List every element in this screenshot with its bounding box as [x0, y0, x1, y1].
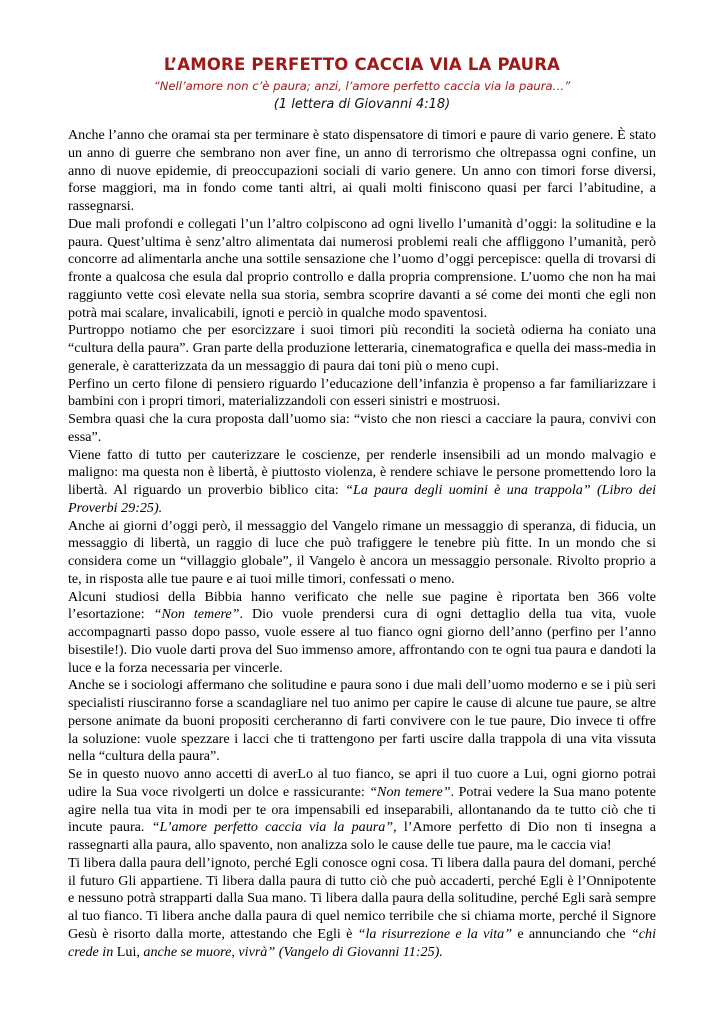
- paragraph-text: e annunciando che: [512, 925, 631, 942]
- paragraph-text: Purtroppo notiamo che per esorcizzare i suoi timori più reconditi la società odierna ha coniato una “cultura della paura”. Gran parte della produzione letteraria, cinematografica e quella dei mass-media in generale, è caratterizzata da un messaggio di paura dai toni più o meno cupi.: [68, 322, 656, 374]
- paragraph-text: Viene fatto di tutto per cauterizzare le coscienze, per renderle insensibili ad un mondo malvagio e maligno: ma questa non è libertà, è piuttosto violenza, è rendere schiave le persone promettendo loro la libertà. Al riguardo un proverbio biblico cita:: [68, 446, 656, 498]
- paragraph: [68, 855, 656, 962]
- italic-text: “Non temere”: [369, 783, 451, 800]
- paragraph-text: Ti libera dalla paura dell’ignoto, perché Egli conosce ogni cosa. Ti libera dalla paura del domani, perché il futuro Gli appartiene. Ti libera dalla paura di tutto ciò che può accaderti, perché Egli è l’Onnipotente e nessuno potrà strapparti dalla Sua mano. Ti libera dalla paura della solitudine, perché Egli sarà sempre al tuo fianco. Ti libera anche dalla paura di quel nemico terribile che si chiama morte, perché il Signore Gesù è risorto dalla morte, attestando che Egli è: [68, 854, 656, 942]
- italic-text: “La paura degli uomini è una trappola” (Libro dei Proverbi 29:25).: [68, 482, 656, 516]
- paragraph-text: Anche se i sociologi affermano che solitudine e paura sono i due mali dell’uomo moderno e se i più seri specialisti riusciranno forse a scandagliare nel tuo animo per capire le cause di alcune tue paure, se altre persone animate da buoni propositi cercheranno di farti convivere con le tue paure, Dio invece ti offre la soluzione: vuole spezzare i lacci che ti trattengono per farti uscire dalla trappola di una vita vissuta nella “cultura della paura”.: [68, 677, 656, 765]
- document-body: [68, 127, 656, 961]
- paragraph-text: Alcuni studiosi della Bibbia hanno verificato che nelle sue pagine è riportata ben 366 volte l’esortazione:: [68, 588, 656, 623]
- paragraph-text: Perfino un certo filone di pensiero riguardo l’educazione dell’infanzia è propenso a far familiarizzare i bambini con i propri timori, materializzandoli con esseri sinistri e mostruosi.: [68, 375, 656, 410]
- italic-text: anche se muore, vivrà” (Vangelo di Giovanni 11:25).: [143, 943, 443, 960]
- paragraph: [68, 447, 656, 518]
- document-title: L’AMORE PERFETTO CACCIA VIA LA PAURA: [163, 55, 561, 74]
- paragraph: [68, 216, 656, 323]
- paragraph: [68, 127, 656, 216]
- paragraph: [68, 518, 656, 589]
- paragraph-text: Lui,: [116, 943, 144, 960]
- italic-text: “chi crede in: [68, 925, 657, 960]
- paragraph: [68, 322, 656, 375]
- paragraph-text: . Dio vuole prendersi cura di ogni dettaglio della tua vita, vuole accompagnarti passo dopo passo, vuole essere al tuo fianco ogni giorno dell’anno (perfino per l’anno bisestile!). Dio vuole darti prova del Suo immenso amore, affrontando con te ogni tua paura e dandoti la luce e la forza necessaria per vincerle.: [68, 606, 656, 676]
- paragraph-text: Anche ai giorni d’oggi però, il messaggio del Vangelo rimane un messaggio di speranza, di fiducia, un messaggio di libertà, un raggio di luce che può trafiggere le tenebre più fitte. In un mondo che si considera come un “villaggio globale”, il Vangelo è ancora un messaggio personale. Rivolto proprio a te, in risposta alle tue paure e ai tuoi mille timori, confessati o meno.: [68, 517, 656, 587]
- scripture-reference: (1 lettera di Giovanni 4:18): [273, 97, 451, 112]
- paragraph: [68, 376, 656, 412]
- paragraph: [68, 589, 656, 678]
- paragraph-text: . Potrai vedere la Sua mano potente agire nella tua vita in modi per te ora impensabili ed inseparabili, allontanando da te tutto ciò che ti incute paura.: [68, 783, 656, 836]
- italic-text: “Non temere”: [153, 606, 240, 623]
- paragraph: [68, 677, 656, 766]
- italic-text: “L’amore perfetto caccia via la paura”: [151, 819, 394, 836]
- paragraph: [68, 766, 656, 855]
- paragraph: [68, 411, 656, 447]
- italic-text: “la risurrezione e la vita”: [357, 925, 513, 942]
- paragraph-text: Anche l’anno che oramai sta per terminare è stato dispensatore di timori e paure di vario genere. È stato un anno di guerre che sembrano non aver fine, un anno di terrorismo che oltrepassa ogni confine, un anno di nuove epidemie, di preoccupazioni sociali di vario genere. Un anno con timori forse diversi, forse maggiori, ma in fondo come tanti altri, ai quali molti finiscono quasi per farci l’abitudine, a rassegnarsi.: [68, 127, 656, 214]
- scripture-quote: “Nell’amore non c’è paura; anzi, l’amore perfetto caccia via la paura…”: [153, 79, 571, 93]
- paragraph-text: Sembra quasi che la cura proposta dall’uomo sia: “visto che non riesci a cacciare la paura, convivi con essa”.: [68, 411, 656, 445]
- document-header: [0, 54, 724, 114]
- paragraph-text: Due mali profondi e collegati l’un l’altro colpiscono ad ogni livello l’umanità d’oggi: la solitudine e la paura. Quest’ultima è senz’altro alimentata dai numerosi problemi reali che affliggono l’umanità, però concorre ad alimentarla anche una sottile sensazione che l’uomo d’oggi percepisce: quella di trovarsi di fronte a qualcosa che esula dal proprio controllo e dalla propria comprensione. L’uomo che non ha mai raggiunto vette così elevate nella sua storia, sembra scoprire davanti a sé come dei monti che egli non potrà mai scalare, invalicabili, ignoti e perciò in qualche modo spaventosi.: [68, 215, 656, 321]
- paragraph-text: Se in questo nuovo anno accetti di averLo al tuo fianco, se apri il tuo cuore a Lui, ogni giorno potrai udire la Sua voce rivolgerti un dolce e rassicurante:: [68, 766, 656, 800]
- paragraph-text: , l’Amore perfetto di Dio non ti insegna a rassegnarti alla paura, allo spavento, non analizza solo le cause delle tue paure, ma le caccia via!: [68, 819, 656, 853]
